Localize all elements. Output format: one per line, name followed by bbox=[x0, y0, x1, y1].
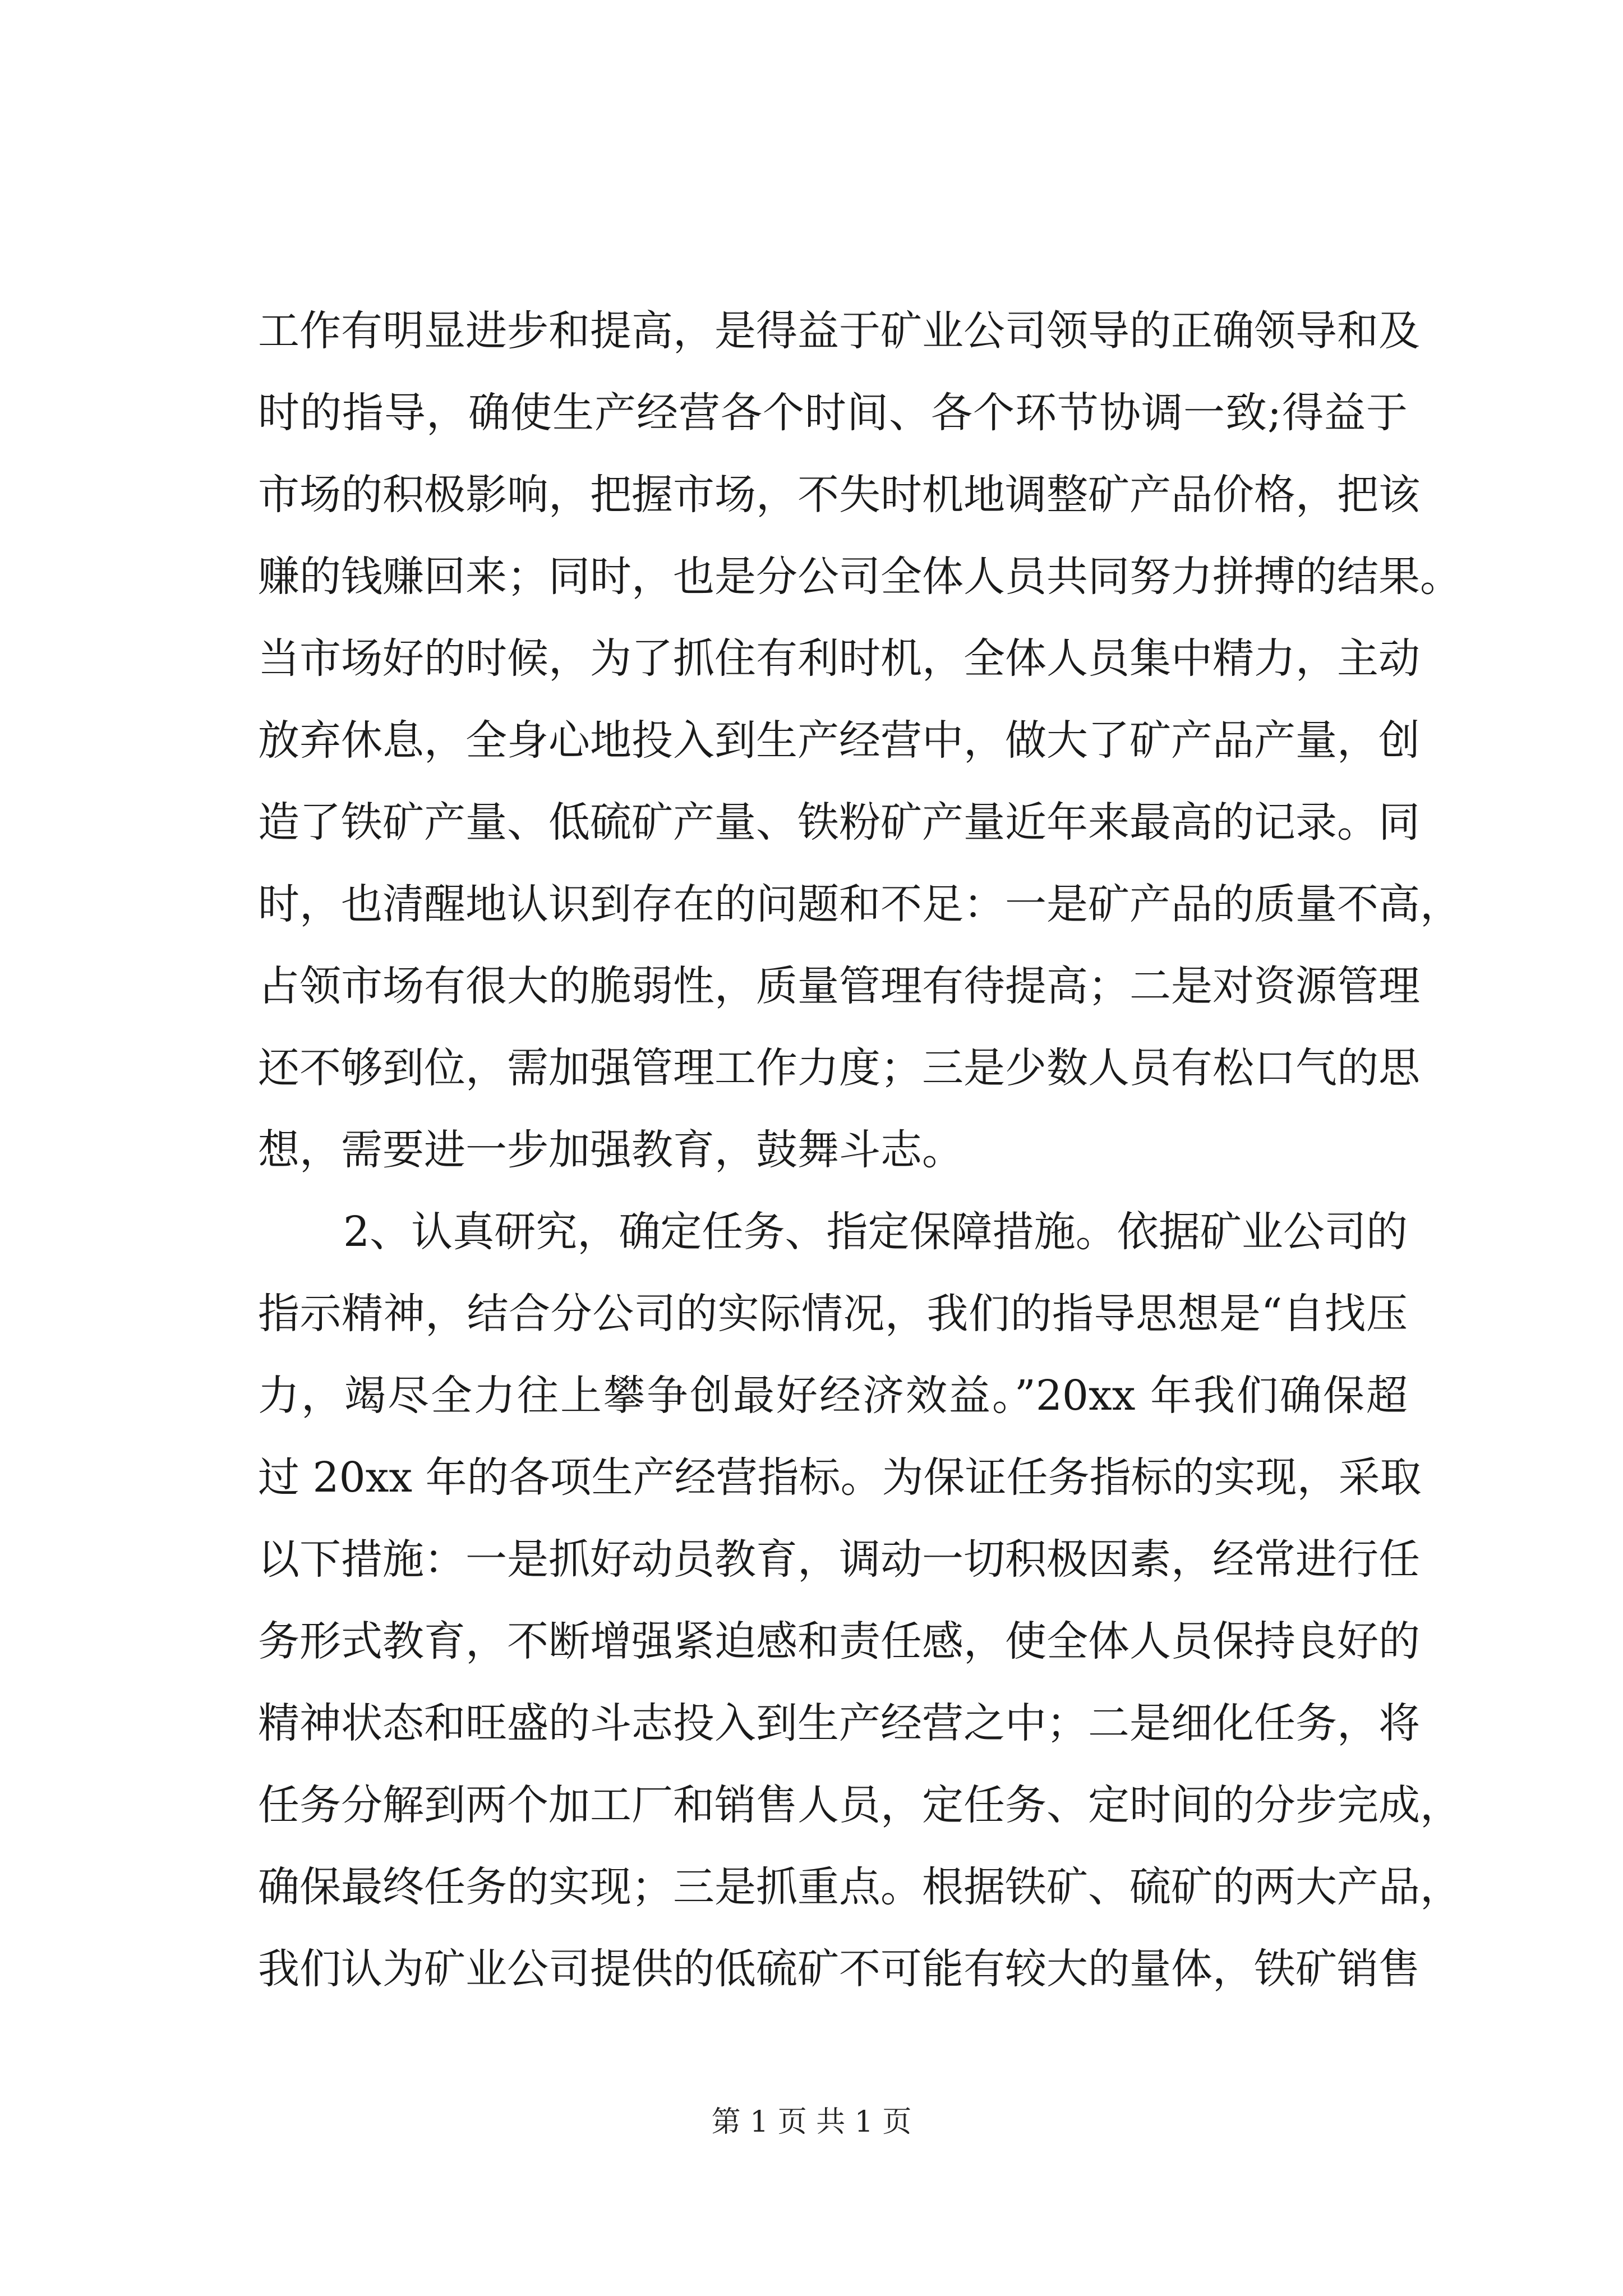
body-text-line: 力，竭尽全力往上攀争创最好经济效益。”20xx 年我们确保超 bbox=[258, 1372, 1408, 1420]
body-text-line: 时，也清醒地认识到存在的问题和不足：一是矿产品的质量不高， bbox=[258, 880, 1461, 928]
body-text-line: 确保最终任务的实现；三是抓重点。根据铁矿、硫矿的两大产品， bbox=[258, 1863, 1461, 1911]
body-text-line: 当市场好的时候，为了抓住有利时机，全体人员集中精力，主动 bbox=[258, 634, 1420, 683]
body-text-line: 想，需要进一步加强教育，鼓舞斗志。 bbox=[258, 1126, 963, 1174]
body-text-line: 赚的钱赚回来；同时，也是分公司全体人员共同努力拼搏的结果。 bbox=[258, 553, 1461, 601]
body-text-line: 指示精神，结合分公司的实际情况，我们的指导思想是“自找压 bbox=[258, 1290, 1408, 1338]
body-text-line: 还不够到位，需加强管理工作力度；三是少数人员有松口气的思 bbox=[258, 1044, 1420, 1092]
paragraph-first-line: 2、认真研究，确定任务、指定保障措施。依据矿业公司的 bbox=[343, 1208, 1408, 1256]
page-footer: 第 1 页 共 1 页 bbox=[711, 2105, 912, 2139]
body-text-line: 放弃休息，全身心地投入到生产经营中，做大了矿产品产量，创 bbox=[258, 716, 1420, 765]
body-text-line: 造了铁矿产量、低硫矿产量、铁粉矿产量近年来最高的记录。同 bbox=[258, 798, 1420, 846]
body-text-line: 务形式教育，不断增强紧迫感和责任感，使全体人员保持良好的 bbox=[258, 1617, 1420, 1665]
body-text-line: 工作有明显进步和提高，是得益于矿业公司领导的正确领导和及 bbox=[258, 307, 1420, 355]
body-text-line: 市场的积极影响，把握市场，不失时机地调整矿产品价格，把该 bbox=[258, 471, 1420, 519]
body-text-line: 过 20xx 年的各项生产经营指标。为保证任务指标的实现，采取 bbox=[258, 1453, 1422, 1502]
body-text-line: 占领市场有很大的脆弱性，质量管理有待提高；二是对资源管理 bbox=[258, 962, 1420, 1010]
body-text-line: 任务分解到两个加工厂和销售人员，定任务、定时间的分步完成， bbox=[258, 1781, 1461, 1829]
body-text-line: 时的指导，确使生产经营各个时间、各个环节协调一致;得益于 bbox=[258, 389, 1408, 437]
body-text-line: 以下措施：一是抓好动员教育，调动一切积极因素，经常进行任 bbox=[258, 1535, 1420, 1584]
body-text-line: 我们认为矿业公司提供的低硫矿不可能有较大的量体，铁矿销售 bbox=[258, 1945, 1420, 1993]
body-text-line: 精神状态和旺盛的斗志投入到生产经营之中；二是细化任务，将 bbox=[258, 1699, 1420, 1747]
